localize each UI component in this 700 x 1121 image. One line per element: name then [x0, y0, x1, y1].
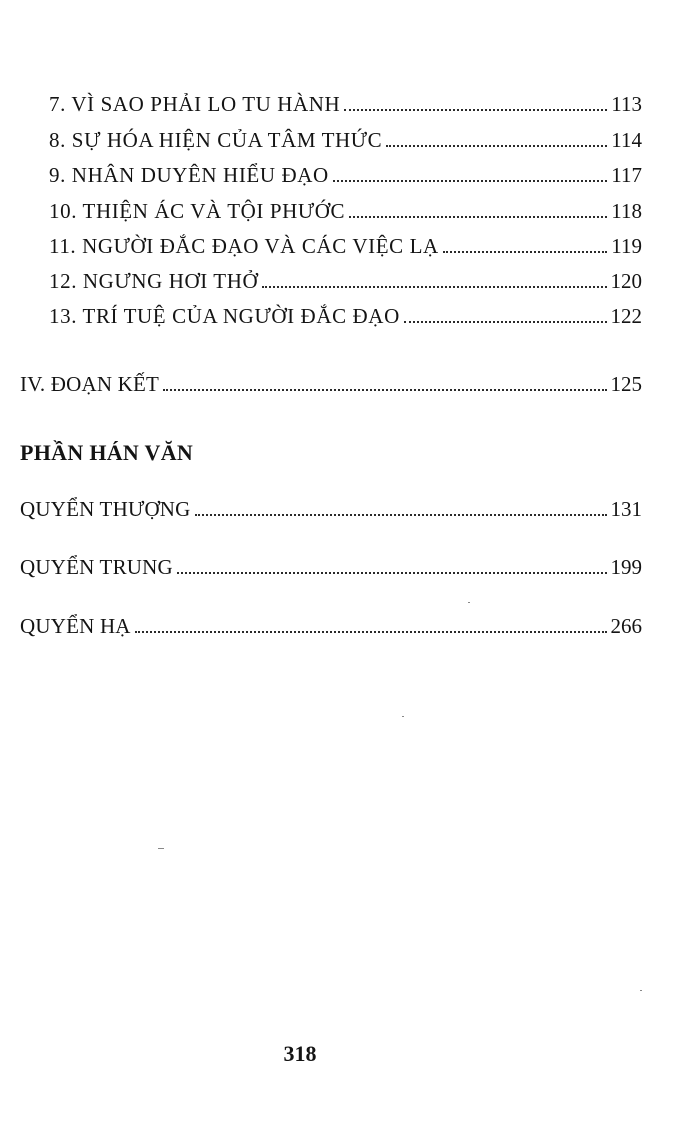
- dot-leader: [163, 389, 606, 391]
- toc-entry: [49, 126, 642, 154]
- toc-entry-page: 117: [611, 163, 642, 187]
- dot-leader: [344, 109, 607, 111]
- dot-leader: [135, 631, 607, 633]
- toc-entry-title: 12. NGƯNG HƠI THỞ: [49, 269, 259, 293]
- dot-leader: [349, 216, 607, 218]
- toc-entry: [49, 267, 642, 295]
- page-number: 318: [283, 1041, 317, 1066]
- toc-entry: [49, 161, 642, 189]
- toc-entry-title: 8. SỰ HÓA HIỆN CỦA TÂM THỨC: [49, 128, 383, 152]
- toc-entry-page: 266: [610, 614, 642, 638]
- toc-entry-page: 119: [611, 234, 642, 258]
- toc-entry: [49, 90, 642, 118]
- toc-entry: [49, 197, 642, 225]
- dot-leader: [177, 572, 607, 574]
- toc-entry-title: QUYỂN TRUNG: [20, 555, 173, 579]
- toc-entry-page: 199: [610, 555, 642, 579]
- section-heading: PHẦN HÁN VĂN: [20, 440, 194, 465]
- toc-entry-title: QUYỂN HẠ: [20, 614, 131, 638]
- toc-entry-page: 113: [611, 92, 642, 116]
- toc-entry-page: 120: [610, 269, 642, 293]
- toc-entry-title: 9. NHÂN DUYÊN HIỂU ĐẠO: [49, 163, 329, 187]
- toc-entry: [20, 495, 642, 523]
- toc-entry-conclusion: [20, 370, 642, 398]
- toc-entry-page: 125: [610, 372, 642, 396]
- toc-entry: [49, 302, 642, 330]
- dot-leader: [404, 321, 607, 323]
- dot-leader: [195, 514, 607, 516]
- dot-leader: [443, 251, 607, 253]
- toc-entry-title: 13. TRÍ TUỆ CỦA NGƯỜI ĐẮC ĐẠO: [49, 304, 400, 328]
- dot-leader: [333, 180, 608, 182]
- toc-entry-page: 131: [610, 497, 642, 521]
- dot-leader: [262, 286, 606, 288]
- toc-entry: [20, 612, 642, 640]
- scan-speck: [640, 990, 642, 991]
- toc-entry-title: 11. NGƯỜI ĐẮC ĐẠO VÀ CÁC VIỆC LẠ: [49, 234, 439, 258]
- toc-entry: [20, 553, 642, 581]
- toc-entry-page: 114: [611, 128, 642, 152]
- scan-speck: [468, 602, 470, 603]
- toc-entry-title: 7. VÌ SAO PHẢI LO TU HÀNH: [49, 92, 341, 116]
- toc-entry-title: 10. THIỆN ÁC VÀ TỘI PHƯỚC: [49, 199, 346, 223]
- toc-entry-title: QUYỂN THƯỢNG: [20, 497, 191, 521]
- toc-entry-page: 118: [611, 199, 642, 223]
- toc-entry-title: IV. ĐOẠN KẾT: [20, 372, 160, 396]
- scan-speck: [158, 848, 164, 849]
- toc-entry: [49, 232, 642, 260]
- dot-leader: [386, 145, 607, 147]
- scan-speck: [402, 716, 404, 717]
- toc-entry-page: 122: [610, 304, 642, 328]
